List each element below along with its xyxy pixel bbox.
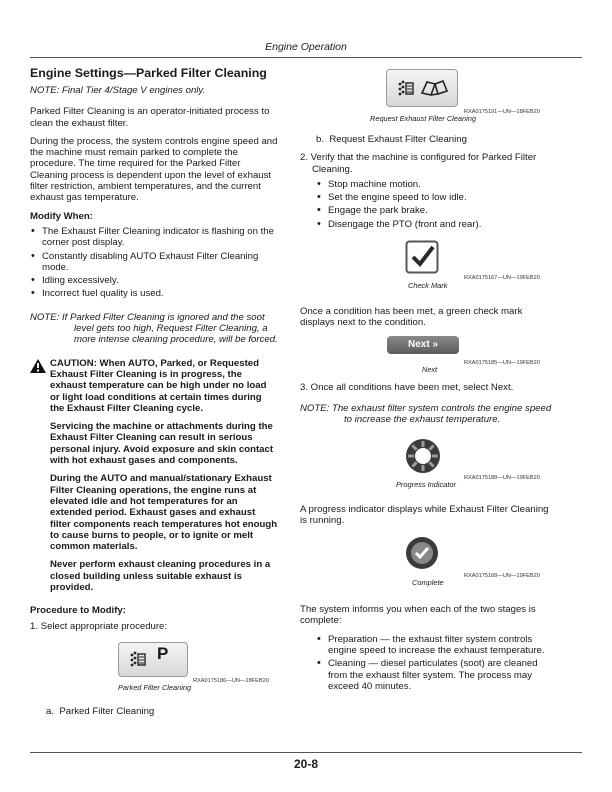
condition-paragraph: Once a condition has been met, a green check mark displays next to the condition. <box>300 306 523 329</box>
book-icon <box>419 79 449 100</box>
list-item: • Set the engine speed to low idle. <box>316 192 552 203</box>
step-3: 3. Once all conditions have been met, select Next. <box>300 381 514 393</box>
figure-id: RXA0175185—UN—19FEB20 <box>464 359 540 366</box>
parked-p-letter: P <box>157 643 169 663</box>
running-head: Engine Operation <box>265 41 347 53</box>
list-item: • Preparation — the exhaust filter system controls engine speed to increase the exhaust temperature. <box>316 634 552 657</box>
figure-caption: Parked Filter Cleaning <box>118 682 192 692</box>
figure-parked-filter-cleaning <box>30 642 278 696</box>
note-speed: NOTE: The exhaust filter system controls the engine speed to increase the exhaust temperature. <box>300 402 552 426</box>
step-2: 2. Verify that the machine is configured for Parked Filter Cleaning. <box>300 152 537 175</box>
list-item: • Incorrect fuel quality is used. <box>30 288 278 299</box>
request-filter-cleaning-button[interactable] <box>386 69 458 107</box>
exhaust-filter-icon <box>397 80 415 100</box>
modify-when-heading: Modify When: <box>30 210 93 222</box>
stages-list <box>316 634 552 692</box>
modify-when-list <box>30 226 278 300</box>
note-tier: NOTE: Final Tier 4/Stage V engines only. <box>30 85 206 96</box>
header-rule <box>30 57 582 58</box>
page-number: 20-8 <box>293 757 319 771</box>
figure-next <box>300 336 552 372</box>
step-2-list <box>316 179 552 230</box>
figure-request-exhaust-filter-cleaning <box>300 66 552 128</box>
exhaust-filter-icon <box>129 651 147 671</box>
step-1: 1. Select appropriate procedure: <box>30 620 168 632</box>
step-a: a. Parked Filter Cleaning <box>46 705 155 717</box>
left-column <box>30 66 278 724</box>
next-button[interactable]: Next » <box>387 336 459 354</box>
process-paragraph: During the process, the system controls engine speed and the machine must remain parked to complete the procedure. The time required for the Parked Filter Cleaning process is dependent upon the level of exhaust filter restriction, ambient temperatures, and the current exhaust gas temperature. <box>30 135 278 204</box>
footer-rule <box>30 752 582 753</box>
intro-paragraph: Parked Filter Cleaning is an operator-initiated process to clean the exhaust filter. <box>30 106 270 129</box>
check-mark-icon <box>405 240 439 277</box>
figure-caption: Complete <box>412 578 444 588</box>
figure-caption: Progress Indicator <box>396 479 456 489</box>
figure-id: RXA0175167—UN—19FEB20 <box>464 275 540 282</box>
step-b: b. Request Exhaust Filter Cleaning <box>316 134 467 145</box>
note-soot: NOTE: If Parked Filter Cleaning is ignored and the soot level gets too high, Request Filter Cleaning, a more intense cleaning procedure, will be forced. <box>30 311 278 346</box>
list-item: • Engage the park brake. <box>316 205 552 216</box>
caution-block <box>30 358 278 594</box>
figure-caption: Check Mark <box>408 281 448 291</box>
list-item: • Constantly disabling AUTO Exhaust Filter Cleaning mode. <box>30 251 278 274</box>
figure-complete <box>300 536 552 590</box>
figure-id: RXA0175191—UN—18FEB20 <box>464 109 540 115</box>
list-item: • Cleaning — diesel particulates (soot) are cleaned from the exhaust filter system. The process may exceed 40 minutes. <box>316 658 552 692</box>
warning-triangle-icon <box>30 359 46 376</box>
list-item: • Idling excessively. <box>30 275 278 286</box>
figure-id: RXA0175188—UN—19FEB20 <box>464 474 540 481</box>
caution-paragraph: CAUTION: When AUTO, Parked, or Requested Exhaust Filter Cleaning is in progress, the exhaust temperature can be high under no load or light load conditions at certain times during the Exhaust Filter Cleaning cycle. <box>50 357 267 414</box>
list-item: • Stop machine motion. <box>316 179 552 190</box>
figure-caption: Request Exhaust Filter Cleaning <box>370 114 476 123</box>
stages-paragraph: The system informs you when each of the two stages is complete: <box>300 604 536 627</box>
parked-filter-cleaning-button[interactable] <box>118 642 188 677</box>
progress-paragraph: A progress indicator displays while Exhaust Filter Cleaning is running. <box>300 503 549 526</box>
figure-check-mark <box>300 240 552 294</box>
caution-paragraph: Never perform exhaust cleaning procedures in a closed building unless suitable exhaust is provided. <box>50 559 271 593</box>
figure-progress-indicator <box>300 438 552 494</box>
right-column <box>300 66 552 700</box>
progress-indicator-icon <box>405 438 441 477</box>
procedure-heading: Procedure to Modify: <box>30 605 126 617</box>
figure-id: RXA0175186—UN—18FEB20 <box>193 677 269 684</box>
section-title: Engine Settings—Parked Filter Cleaning <box>30 66 267 80</box>
figure-id: RXA0175168—UN—19FEB20 <box>464 573 540 580</box>
complete-check-icon <box>405 536 439 573</box>
figure-caption: Next <box>422 364 438 374</box>
list-item: • The Exhaust Filter Cleaning indicator is flashing on the corner post display. <box>30 226 278 249</box>
caution-paragraph: During the AUTO and manual/stationary Exhaust Filter Cleaning operations, the engine runs at elevated idle and hot temperatures for an extended period. Exhaust gases and exhaust filter components reach temperatures hot enough to cause burns to people, or to ignite or melt common materials. <box>50 473 278 553</box>
list-item: • Disengage the PTO (front and rear). <box>316 219 552 230</box>
caution-paragraph: Servicing the machine or attachments during the Exhaust Filter Cleaning can result in serious personal injury. Avoid exposure and skin contact with hot exhaust gases and components. <box>50 421 274 467</box>
